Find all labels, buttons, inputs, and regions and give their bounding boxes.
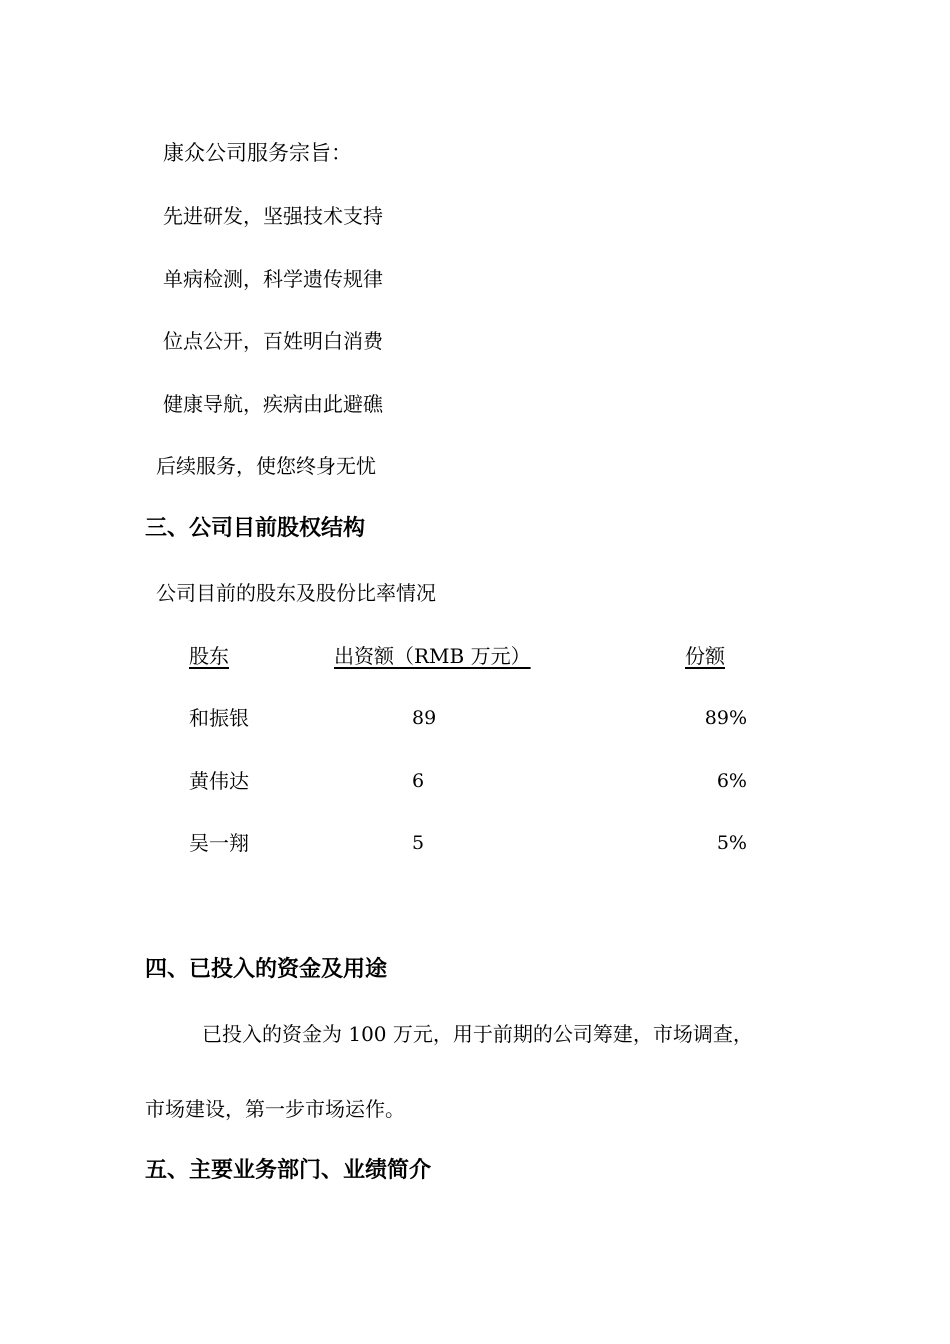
row-3-share: 5% bbox=[716, 832, 747, 854]
table-header-share: 份额 bbox=[685, 644, 725, 668]
motto-line-5: 后续服务，使您终身无忧 bbox=[156, 454, 376, 478]
motto-title: 康众公司服务宗旨： bbox=[163, 141, 352, 165]
table-header-amount: 出资额（RMB 万元） bbox=[334, 644, 531, 668]
motto-line-3: 位点公开，百姓明白消费 bbox=[163, 329, 383, 353]
motto-line-4: 健康导航，疾病由此避礁 bbox=[163, 392, 383, 416]
row-3-name: 吴一翔 bbox=[189, 831, 249, 855]
section-3-intro: 公司目前的股东及股份比率情况 bbox=[156, 581, 436, 605]
section-4-heading: 四、已投入的资金及用途 bbox=[145, 957, 388, 982]
row-2-amount: 6 bbox=[412, 770, 425, 792]
row-1-amount: 89 bbox=[412, 707, 437, 729]
section-5-heading: 五、主要业务部门、业绩简介 bbox=[145, 1158, 432, 1183]
row-1-share: 89% bbox=[704, 707, 747, 729]
row-2-share: 6% bbox=[716, 770, 747, 792]
row-1-name: 和振银 bbox=[189, 706, 249, 730]
section-4-paragraph-line-2: 市场建设，第一步市场运作。 bbox=[145, 1097, 405, 1121]
section-3-heading: 三、公司目前股权结构 bbox=[145, 516, 366, 541]
row-3-amount: 5 bbox=[412, 832, 425, 854]
section-4-paragraph-line-1: 已投入的资金为 100 万元，用于前期的公司筹建，市场调查， bbox=[202, 1022, 753, 1046]
row-2-name: 黄伟达 bbox=[189, 769, 249, 793]
motto-line-2: 单病检测，科学遗传规律 bbox=[163, 267, 383, 291]
motto-line-1: 先进研发，坚强技术支持 bbox=[163, 204, 383, 228]
table-header-shareholder: 股东 bbox=[189, 644, 229, 668]
